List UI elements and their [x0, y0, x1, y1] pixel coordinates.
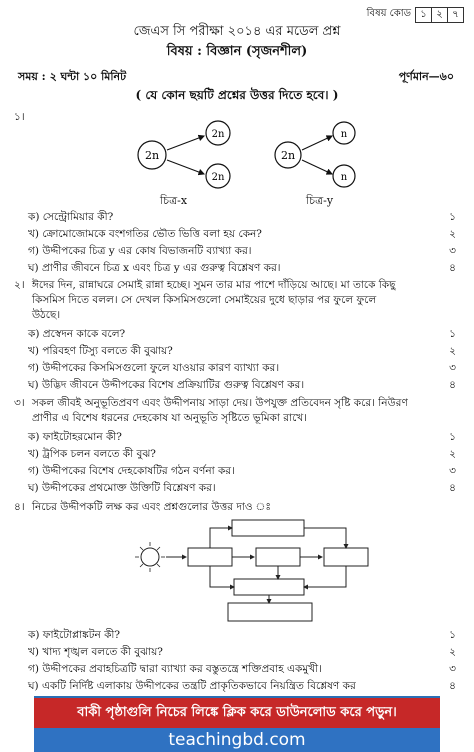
question-4-part: গ) উদ্দীপকের প্রবাহচিত্রটি দ্বারা ব্যাখ্যা কর বস্তুতন্ত্রে শক্তিপ্রবাহ একমুখী। ৩ [28, 663, 456, 675]
instruction: ( যে কোন ছয়টি প্রশ্নের উত্তর দিতে হবে। ) [135, 88, 339, 102]
energy-flow-diagram [130, 517, 410, 625]
subject-code-digit: ৭ [447, 8, 463, 22]
question-3-stem: ৩। সকল জীবই অনুভূতিপ্রবণ এবং উদ্দীপনায় সাড়া দেয়। উপযুক্ত প্রতিবেদন সৃষ্টি করে। নিউরণ প্রাণীর এ বিশেষ ধরনের দেহকোষ যা অনুভূতি সৃষ্টিতে ভূমিকা রাখে। [14, 397, 408, 424]
nutrient-box [228, 603, 312, 621]
site-brand-link[interactable]: teachingbd.com [34, 728, 440, 752]
question-2-part: খ) পরিবহণ টিস্যু বলতে কী বুঝায়? ২ [28, 345, 456, 357]
figure-y-label: চিত্র-y [306, 194, 334, 207]
secondary-consumer-box [324, 548, 368, 566]
subject-title: বিষয় : বিজ্ঞান (সৃজনশীল) [166, 44, 308, 59]
question-2-part: গ) উদ্দীপকের কিসমিসগুলো ফুলে যাওয়ার কারণ ব্যাখ্যা কর। ৩ [28, 362, 456, 374]
cell-division-figure [120, 118, 360, 192]
subject-code-label: বিষয় কোড [366, 8, 411, 19]
daughter-cell-2n: 2n [211, 129, 225, 140]
question-4-number: ৪। [14, 501, 25, 513]
question-1-part: ক) সেন্ট্রোমিয়ার কী? ১ [28, 211, 456, 223]
sun-icon [135, 542, 165, 572]
question-1-part: খ) ক্রোমোজোমকে বংশগতির ভৌত ভিত্তি বলা হয় কেন? ২ [28, 228, 456, 240]
question-1-part: গ) উদ্দীপকের চিত্র y এর কোষ বিভাজনটি ব্যাখ্যা কর। ৩ [28, 245, 456, 257]
top-box [232, 520, 304, 536]
question-3-part: ঘ) উদ্দীপকের প্রথমোক্ত উক্তিটি বিশ্লেষণ কর। ৪ [28, 482, 456, 494]
mitosis-diagram [138, 121, 230, 188]
subject-code-boxes [415, 7, 464, 23]
download-banner-link[interactable]: বাকী পৃষ্ঠাগুলি নিচের লিঙ্কে ক্লিক করে ডাউনলোড করে পড়ুন। [34, 696, 440, 730]
question-4-part: ক) ফাইটোপ্লাঙ্কটন কী? ১ [28, 629, 456, 641]
question-3-part: খ) ট্রপিক চলন বলতে কী বুঝ? ২ [28, 448, 456, 460]
parent-cell-2n: 2n [144, 149, 160, 162]
full-marks: পূর্ণমান—৬০ [398, 70, 454, 83]
producer-box [188, 548, 232, 566]
daughter-cell-n: n [340, 172, 348, 183]
question-2-stem: ২। ঈদের দিন, রান্নাঘরে সেমাই রান্না হচ্ছে। সুমন তার মার পাশে দাঁড়িয়ে আছে। মা তাকে কিছু কিসমিস দিতে বলল। সে দেখল কিসমিসগুলো সেমাইয়ের দুধে ছাড়ার পর ফুলে ফুলে উঠছে। [14, 279, 396, 321]
question-3-part: গ) উদ্দীপকের বিশেষ দেহকোষটির গঠন বর্ণনা কর। ৩ [28, 465, 456, 477]
question-2-number: ২। [14, 279, 25, 291]
question-3-part: ক) ফাইটোহরমোন কী? ১ [28, 431, 456, 443]
primary-consumer-box [256, 548, 300, 566]
exam-time: সময় : ২ ঘন্টা ১০ মিনিট [18, 70, 127, 83]
subject-code-digit: ১ [420, 8, 427, 20]
daughter-cell-2n: 2n [211, 172, 225, 183]
exam-title: জেএস সি পরীক্ষা ২০১৪ এর মডেল প্রশ্ন [133, 24, 341, 39]
question-4-stem: ৪। নিচের উদ্দীপকটি লক্ষ কর এবং প্রশ্নগুলোর উত্তর দাও ঃ [14, 501, 271, 513]
subject-code-digit: ২ [431, 8, 447, 22]
parent-cell-2n: 2n [280, 149, 296, 162]
question-2-part: ক) প্রস্বেদন কাকে বলে? ১ [28, 328, 456, 340]
question-1-part: ঘ) প্রাণীর জীবনে চিত্র x এবং চিত্র y এর গুরুত্ব বিশ্লেষণ কর। ৪ [28, 262, 456, 274]
daughter-cell-n: n [340, 129, 348, 140]
question-4-part: খ) খাদ্য শৃঙ্খল বলতে কী বুঝায়? ২ [28, 646, 456, 658]
decomposer-box [234, 579, 304, 595]
question-3-number: ৩। [14, 397, 25, 409]
question-1-number: ১। [14, 111, 25, 123]
question-4-part: ঘ) একটি নির্দিষ্ট এলাকায় উদ্দীপকের তন্ত্রটি প্রাকৃতিকভাবে নিয়ন্ত্রিত বিশ্লেষণ কর ৪ [28, 680, 456, 692]
question-2-part: ঘ) উদ্ভিদ জীবনে উদ্দীপকের বিশেষ প্রক্রিয়াটির গুরুত্ব বিশ্লেষণ কর। ৪ [28, 379, 456, 391]
meiosis-diagram [275, 122, 355, 187]
figure-x-label: চিত্র-x [160, 194, 188, 207]
subject-code [367, 6, 464, 23]
